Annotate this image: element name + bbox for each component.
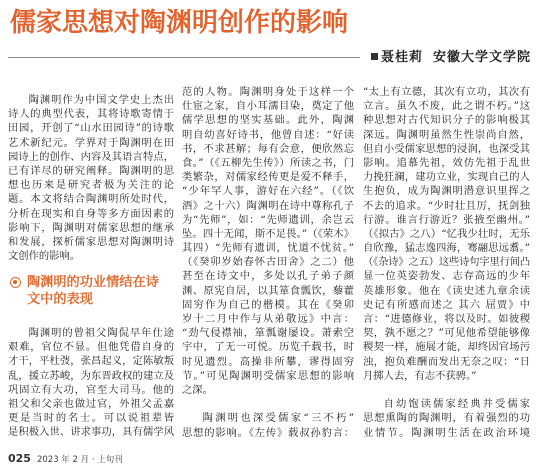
text-line: 史记有所感而述之 其六 屈贾》中 [363, 298, 530, 311]
author-name: 聂桂莉 [380, 50, 423, 65]
page-footer [8, 447, 123, 466]
text-line: 业情节。陶渊明生活在政治环境 [363, 426, 530, 439]
page-number: 025 [8, 452, 31, 465]
text-line: 自幼饱读儒家经典并受儒家 [383, 398, 530, 411]
text-line: 立言。虽久不废，此之谓不朽。”这 [363, 100, 530, 113]
abstract-line: 田园，开创了“山水田园诗”的诗歌 [8, 122, 174, 135]
abstract-line: 艺术新纪元。学界对于陶渊明在田 [8, 136, 174, 149]
text-line: 艰难，官位不显。但他凭借自身的 [8, 341, 174, 354]
issue-label: 2023 年 2 月 · 上旬刊 [36, 455, 123, 465]
text-line: 生抱负，成为陶渊明潜意识里挥之 [363, 185, 530, 198]
abstract-line: 陶渊明作为中国文学史上杰出 [28, 94, 174, 106]
text-line: 浊，抱负难酬而发出无奈之叹：“日 [363, 355, 530, 368]
byline [371, 50, 531, 65]
paragraph [363, 85, 530, 383]
paragraph [182, 85, 354, 397]
text-line: 思想熏陶的陶渊明，有着强烈的功 [363, 412, 530, 425]
text-line: 言：“进德修业，将以及时。如彼稷 [363, 313, 530, 325]
paragraph [8, 326, 174, 440]
title-rule [8, 57, 360, 58]
text-line: 范的人物。陶渊明身处于这样一个 [182, 86, 354, 98]
text-line: 英雄形象。他在《读史述九章余读 [363, 284, 530, 297]
body-column-1 [8, 326, 174, 440]
text-line: 深远。陶渊明虽然生性崇尚自然， [363, 128, 530, 141]
text-line: （《拟古》之八）“忆我少壮时，无乐 [363, 227, 530, 240]
text-line: 影响。追慕先祖，效仿先祖于乱世 [363, 156, 530, 169]
abstract-line: 影响下，陶渊明对儒家思想的继承 [8, 221, 174, 234]
text-line: 食。”（《五柳先生传》）所读之书，门 [182, 156, 354, 169]
text-line: 节。”可见陶渊明受儒家思想的影响 [182, 369, 354, 382]
text-line: 但自小受儒家思想的浸润，也深受其 [363, 142, 530, 155]
text-line: 甚至在诗文中，多处以孔子弟子颜 [182, 270, 354, 283]
text-line: 为“先师”，如：“先师遗训，余岂云 [182, 213, 354, 226]
text-line: 固穷作为自己的楷模。其在《癸卯 [182, 298, 354, 311]
text-line: 儒学思想的坚实基础。此外，陶渊 [182, 114, 354, 127]
text-line: 陶渊明的曾祖父陶侃早年仕途 [28, 327, 174, 339]
text-line: 之深。 [182, 383, 213, 396]
section-heading [8, 274, 174, 308]
abstract-line: 题。本文将结合陶渊明所处时代， [8, 193, 174, 206]
text-line: 祖父和父亲也做过官，外祖父孟嘉 [8, 397, 174, 410]
text-line: 其四）“先师有遗训，忧道不忧贫。” [182, 242, 354, 255]
text-line: 坠。四十无闻，斯不足畏。”（《荣木》 [182, 227, 354, 240]
text-line: 时见遗烈。高操非所攀，谬得固穷 [182, 355, 354, 368]
text-line: “少年罕人事，游好在六经”。（《饮 [182, 185, 354, 198]
text-line: 宇中，了无一可悦。历览千载书，时 [182, 341, 354, 354]
abstract-line: 想也历来是研究者极为关注的论 [8, 179, 174, 192]
text-line: （《杂诗》之五）这些诗句字里行间凸 [363, 256, 530, 269]
text-line: 思想的影响。《左传》载叔孙豹言： [182, 426, 354, 439]
paragraph [363, 397, 530, 440]
text-line: 月掷人去，有志不获骋。” [363, 369, 477, 382]
text-line: 酒》之十六）陶渊明在诗中尊称孔子 [182, 199, 354, 212]
text-line: 仕宦之家，自小耳濡目染，奠定了他 [182, 100, 354, 113]
text-line: 才干，平杜弢，张昌起义，定陈敏叛 [8, 355, 174, 368]
text-line: “劲气侵襟袖，箪瓢谢屡设。萧索空 [182, 327, 354, 340]
bullseye-icon [10, 277, 21, 288]
paragraph [182, 411, 354, 439]
abstract-line: 园诗上的创作、内容及其语言特点， [8, 150, 174, 163]
author-affiliation: 安徽大学文学院 [432, 50, 531, 65]
text-line: 力挽狂澜，建功立业，实现自己的人 [363, 171, 530, 184]
text-line: 是积极入世、讲求事功，具有儒学风 [8, 426, 174, 439]
text-line: 行游。谁言行游近？张掖至幽州。” [363, 213, 530, 226]
square-bullet-icon [371, 53, 378, 60]
text-line: 明自幼喜好诗书，他曾自述：“好读 [182, 128, 354, 141]
section-heading-line: 陶渊明的功业情结在诗 [27, 275, 159, 290]
body-column-2 [182, 85, 354, 440]
text-line: 岁十二月中作与从弟敬远》中言： [182, 313, 354, 325]
abstract-line: 诗人的典型代表，其将诗歌寄情于 [8, 108, 174, 121]
section-heading-line: 文中的表现 [27, 292, 93, 307]
abstract-line: 已有详尽的研究阐释。陶渊明的思 [8, 164, 174, 177]
text-line: 契，孰不愿之？”可见他希望能够像 [363, 327, 530, 340]
article-title: 儒家思想对陶渊明创作的影响 [10, 8, 349, 38]
abstract [8, 93, 174, 263]
abstract-line: 文创作的影响。 [8, 250, 81, 263]
text-line: 渊、原宪自居，以其箪食瓢饮，藜藿 [182, 284, 354, 297]
text-line: 乱，援立苏峻，为东晋政权的建立及 [8, 369, 174, 382]
text-line: “太上有立德，其次有立功，其次有 [363, 86, 530, 98]
text-line: 巩固立有大功，官至大司马。他的 [8, 383, 174, 396]
abstract-line: 分析在现实和自身等多方面因素的 [8, 207, 174, 220]
text-line: 稷契一样，施展才能，却终因官场污 [363, 341, 530, 354]
text-line: 陶渊明也深受儒家“三不朽” [202, 412, 354, 425]
text-line: 不去的追求。“少时壮且厉，抚剑独 [363, 199, 530, 212]
text-line: 自欣豫，猛志逸四海，骞翮思远翥。” [363, 242, 530, 255]
text-line: （《癸卯岁始春怀古田舍》之二）他 [182, 256, 354, 269]
text-line: 显一位英姿勃发、志存高远的少年 [363, 270, 530, 283]
text-line: 书，不求甚解；每有会意，便欣然忘 [182, 142, 354, 155]
section-heading-text [27, 274, 159, 308]
text-line: 更是当时的名士。可以说祖辈皆 [8, 412, 174, 425]
text-line: 类繁杂，对儒家经传更是爱不释手， [182, 171, 354, 184]
body-column-3 [363, 85, 530, 440]
text-line: 种思想对古代知识分子的影响极其 [363, 114, 530, 127]
abstract-line: 和发展，探析儒家思想对陶渊明诗 [8, 235, 174, 248]
